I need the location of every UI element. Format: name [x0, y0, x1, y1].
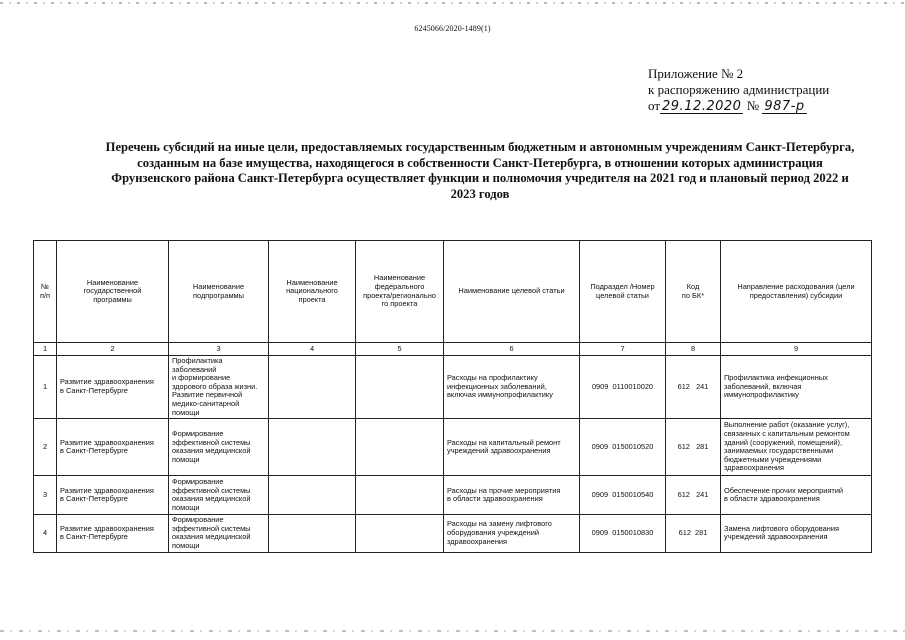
column-number: 2	[57, 343, 169, 356]
subprogram-cell: Формирование эффективной системы оказания медицинской помощи	[169, 515, 269, 552]
section-number-cell: 0909 0110010020	[580, 356, 666, 419]
purpose-cell: Замена лифтового оборудования учреждений здравоохранения	[721, 515, 872, 552]
document-title: Перечень субсидий на иные цели, предоставляемых государственным бюджетным и автономным учреждениям Санкт-Петербурга, созданным на базе имущества, находящегося в собственности Санкт-Петербурга, в отношении которых администрация Фрунзенского района Санкт-Петербурга осуществляет функции и полномочия учредителя на 2021 год и плановый период 2022 и 2023 годов	[105, 140, 855, 201]
scan-edge-top	[0, 2, 905, 4]
target-article-cell: Расходы на прочие мероприятия в области здравоохранения	[444, 476, 580, 515]
header-cell: Наименование национального проекта	[269, 241, 356, 343]
header-cell: Наименование федерального проекта/регионально го проекта	[356, 241, 444, 343]
federal-project-cell	[356, 515, 444, 552]
bk-code-cell: 612 241	[666, 476, 721, 515]
column-number: 6	[444, 343, 580, 356]
program-cell: Развитие здравоохранения в Санкт-Петербурге	[57, 419, 169, 476]
row-number: 4	[34, 515, 57, 552]
subprogram-cell: Формирование эффективной системы оказания медицинской помощи	[169, 476, 269, 515]
table-header-row	[34, 241, 872, 343]
appendix-title: Приложение № 2	[648, 66, 744, 81]
bk-code-cell: 612 241	[666, 356, 721, 419]
document-id: 6245066/2020-1489(1)	[414, 24, 491, 33]
program-cell: Развитие здравоохранения в Санкт-Петербурге	[57, 356, 169, 419]
table-row	[34, 356, 872, 419]
federal-project-cell	[356, 419, 444, 476]
header-cell: Наименование целевой статьи	[444, 241, 580, 343]
handwritten-number: 987-р	[764, 99, 805, 114]
number-label: №	[746, 98, 760, 113]
table-row	[34, 515, 872, 552]
appendix-order-ref: к распоряжению администрации	[648, 82, 830, 97]
bk-code-cell: 612 281	[666, 419, 721, 476]
program-cell: Развитие здравоохранения в Санкт-Петербурге	[57, 515, 169, 552]
column-number-row	[34, 343, 872, 356]
row-number: 3	[34, 476, 57, 515]
column-number: 5	[356, 343, 444, 356]
section-number-cell: 0909 0150010830	[580, 515, 666, 552]
column-number: 8	[666, 343, 721, 356]
header-cell: Наименование государственной программы	[57, 241, 169, 343]
national-project-cell	[269, 356, 356, 419]
table-row	[34, 419, 872, 476]
row-number: 2	[34, 419, 57, 476]
subsidies-table	[33, 240, 872, 553]
target-article-cell: Расходы на капитальный ремонт учреждений здравоохранения	[444, 419, 580, 476]
column-number: 3	[169, 343, 269, 356]
bk-code-cell: 612 281	[666, 515, 721, 552]
header-cell: Наименование подпрограммы	[169, 241, 269, 343]
scan-edge-bottom	[0, 630, 905, 632]
subprogram-cell: Профилактика заболеваний и формирование здорового образа жизни. Развитие первичной медико-санитарной помощи	[169, 356, 269, 419]
subprogram-cell: Формирование эффективной системы оказания медицинской помощи	[169, 419, 269, 476]
section-number-cell: 0909 0150010540	[580, 476, 666, 515]
header-cell: Направление расходования (цели предоставления) субсидии	[721, 241, 872, 343]
purpose-cell: Выполнение работ (оказание услуг), связанных с капитальным ремонтом зданий (сооружений, помещений), занимаемых государственными бюджетными учреждениями здравоохранения	[721, 419, 872, 476]
table-row	[34, 476, 872, 515]
national-project-cell	[269, 419, 356, 476]
federal-project-cell	[356, 356, 444, 419]
national-project-cell	[269, 476, 356, 515]
row-number: 1	[34, 356, 57, 419]
federal-project-cell	[356, 476, 444, 515]
from-label: от	[648, 98, 661, 113]
target-article-cell: Расходы на замену лифтового оборудования учреждений здравоохранения	[444, 515, 580, 552]
column-number: 7	[580, 343, 666, 356]
column-number: 4	[269, 343, 356, 356]
purpose-cell: Профилактика инфекционных заболеваний, включая иммунопрофилактику	[721, 356, 872, 419]
national-project-cell	[269, 515, 356, 552]
appendix-block	[648, 66, 829, 114]
header-cell: Подраздел /Номер целевой статьи	[580, 241, 666, 343]
column-number: 9	[721, 343, 872, 356]
appendix-date-line	[648, 98, 829, 114]
target-article-cell: Расходы на профилактику инфекционных заболеваний, включая иммунопрофилактику	[444, 356, 580, 419]
program-cell: Развитие здравоохранения в Санкт-Петербурге	[57, 476, 169, 515]
section-number-cell: 0909 0150010520	[580, 419, 666, 476]
handwritten-date: 29.12.2020	[662, 99, 742, 114]
column-number: 1	[34, 343, 57, 356]
purpose-cell: Обеспечение прочих мероприятий в области здравоохранения	[721, 476, 872, 515]
header-cell: № п/п	[34, 241, 57, 343]
header-cell: Код по БК*	[666, 241, 721, 343]
